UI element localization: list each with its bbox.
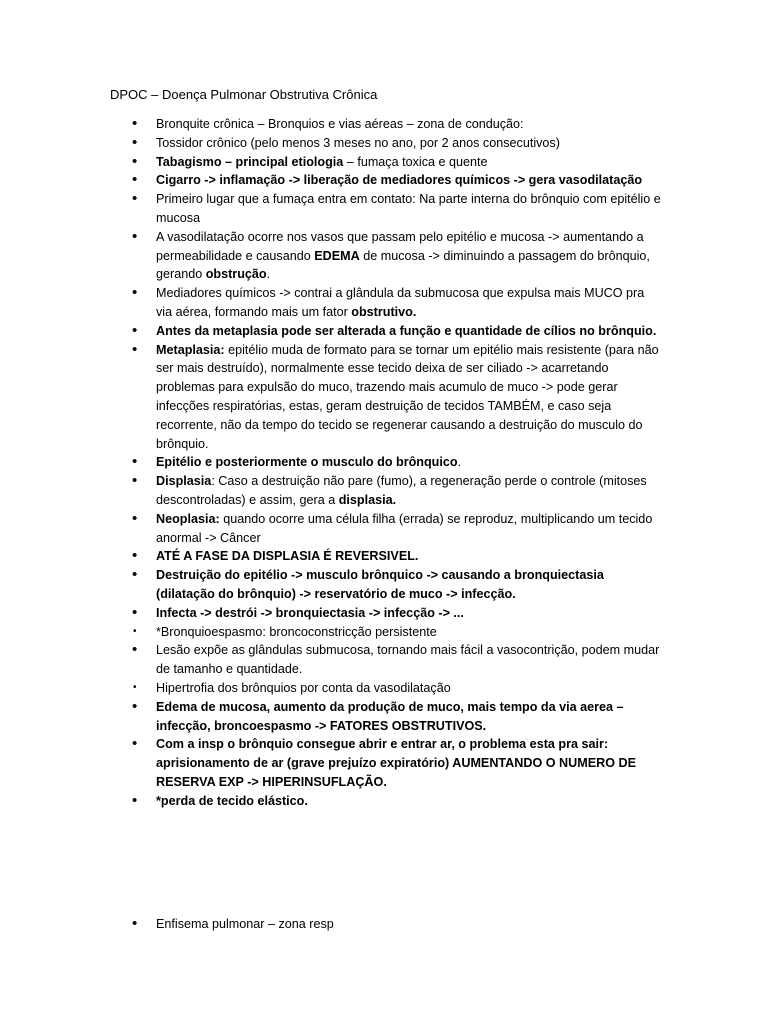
text: : Caso a destruição não pare (fumo), a regeneração perde o controle (mitoses descontroladas) e assim, gera a xyxy=(156,474,647,507)
bold-text: Com a insp o brônquio consegue abrir e entrar ar, o problema esta pra sair: aprisionamento de ar (grave prejuízo expiratório) AUMENTANDO O NUMERO DE RESERVA EXP -> HIPERINSUFLAÇÃO. xyxy=(156,737,637,789)
text: . xyxy=(457,455,462,470)
text: Primeiro lugar que a fumaça entra em contato: Na parte interna do brônquio com epitélio e mucosa xyxy=(156,192,661,225)
bold-text: obstrução xyxy=(205,267,267,282)
bold-text: EDEMA xyxy=(314,248,360,263)
bullet-item xyxy=(156,472,662,510)
bullet-item xyxy=(156,735,662,791)
bold-text: ATÉ A FASE DA DISPLASIA É REVERSIVEL. xyxy=(156,549,419,564)
text: A vasodilatação ocorre nos vasos que passam pelo epitélio e mucosa -> aumentando a permeabilidade e causando xyxy=(156,229,644,263)
bold-text: Destruição do epitélio -> musculo brônquico -> causando a bronquiectasia (dilatação do brônquio) -> reservatório de muco -> infecção. xyxy=(156,568,604,601)
bullet-item xyxy=(156,566,662,604)
bullet-list xyxy=(0,115,768,810)
text: de mucosa -> diminuindo a passagem do brônquio, gerando xyxy=(156,248,650,282)
text: epitélio muda de formato para se tornar um epitélio mais resistente (para não ser mais destruído), normalmente esse tecido deixa de ser ciliado -> acarretando problemas para expulsão do muco, trazendo mais acumulo de muco -> pode gerar infecções respiratórias, estas, geram destruição de tecidos TAMBÉM, e caso seja recorrente, não da tempo do tecido se regenerar causando a destruição do musculo do brônquio. xyxy=(156,342,659,451)
bold-text: Antes da metaplasia pode ser alterada a função e quantidade de cílios no brônquio. xyxy=(156,323,657,338)
text: *Bronquioespasmo: broncoconstricção persistente xyxy=(156,624,437,639)
bold-text: *perda de tecido elástico. xyxy=(156,793,308,808)
bullet-item xyxy=(156,641,662,679)
bold-text: Tabagismo – principal etiologia xyxy=(156,154,344,169)
text: Hipertrofia dos brônquios por conta da vasodilatação xyxy=(156,680,451,695)
bullet-item xyxy=(156,153,662,172)
bullet-item xyxy=(156,547,662,566)
text: . xyxy=(266,267,271,282)
bullet-item xyxy=(156,190,662,228)
bullet-item xyxy=(156,134,662,153)
bullet-item xyxy=(156,604,662,623)
bold-text: Displasia xyxy=(156,474,212,489)
bullet-item xyxy=(156,915,662,934)
second-bullet-list xyxy=(0,915,768,934)
bold-text: Epitélio e posteriormente o musculo do brônquico xyxy=(156,455,458,470)
bullet-item xyxy=(156,171,662,190)
text: Mediadores químicos -> contrai a glândula da submucosa que expulsa mais MUCO pra via aérea, formando mais um fator xyxy=(156,286,645,319)
bold-text: Edema de mucosa, aumento da produção de muco, mais tempo da via aerea – infecção, broncoespasmo -> FATORES OBSTRUTIVOS. xyxy=(156,699,624,733)
bullet-item xyxy=(156,228,662,284)
bold-text: obstrutivo. xyxy=(351,304,417,319)
bullet-item xyxy=(156,322,662,341)
bullet-item xyxy=(156,792,662,811)
text: – fumaça toxica e quente xyxy=(343,154,488,169)
text: Lesão expõe as glândulas submucosa, tornando mais fácil a vasocontrição, podem mudar de tamanho e quantidade. xyxy=(156,643,660,677)
bullet-item xyxy=(156,284,662,322)
bullet-item xyxy=(156,510,662,548)
document-title: DPOC – Doença Pulmonar Obstrutiva Crônica xyxy=(110,87,378,102)
bullet-item xyxy=(156,698,662,736)
text: Bronquite crônica – Bronquios e vias aéreas – zona de condução: xyxy=(156,117,524,131)
bullet-item xyxy=(156,679,662,698)
text: quando ocorre uma célula filha (errada) se reproduz, multiplicando um tecido anormal -> Câncer xyxy=(156,511,653,545)
bullet-item xyxy=(156,115,662,134)
text: Enfisema pulmonar – zona resp xyxy=(156,917,334,931)
bold-text: Infecta -> destrói -> bronquiectasia -> infecção -> ... xyxy=(156,605,464,620)
bold-text: displasia. xyxy=(338,492,397,507)
bullet-item xyxy=(156,623,662,642)
bold-text: Neoplasia: xyxy=(156,511,220,526)
bullet-item xyxy=(156,453,662,472)
bold-text: Metaplasia: xyxy=(156,342,225,357)
bullet-item xyxy=(156,341,662,454)
text: Tossidor crônico (pelo menos 3 meses no ano, por 2 anos consecutivos) xyxy=(156,135,560,150)
bold-text: Cigarro -> inflamação -> liberação de mediadores químicos -> gera vasodilatação xyxy=(156,173,643,188)
